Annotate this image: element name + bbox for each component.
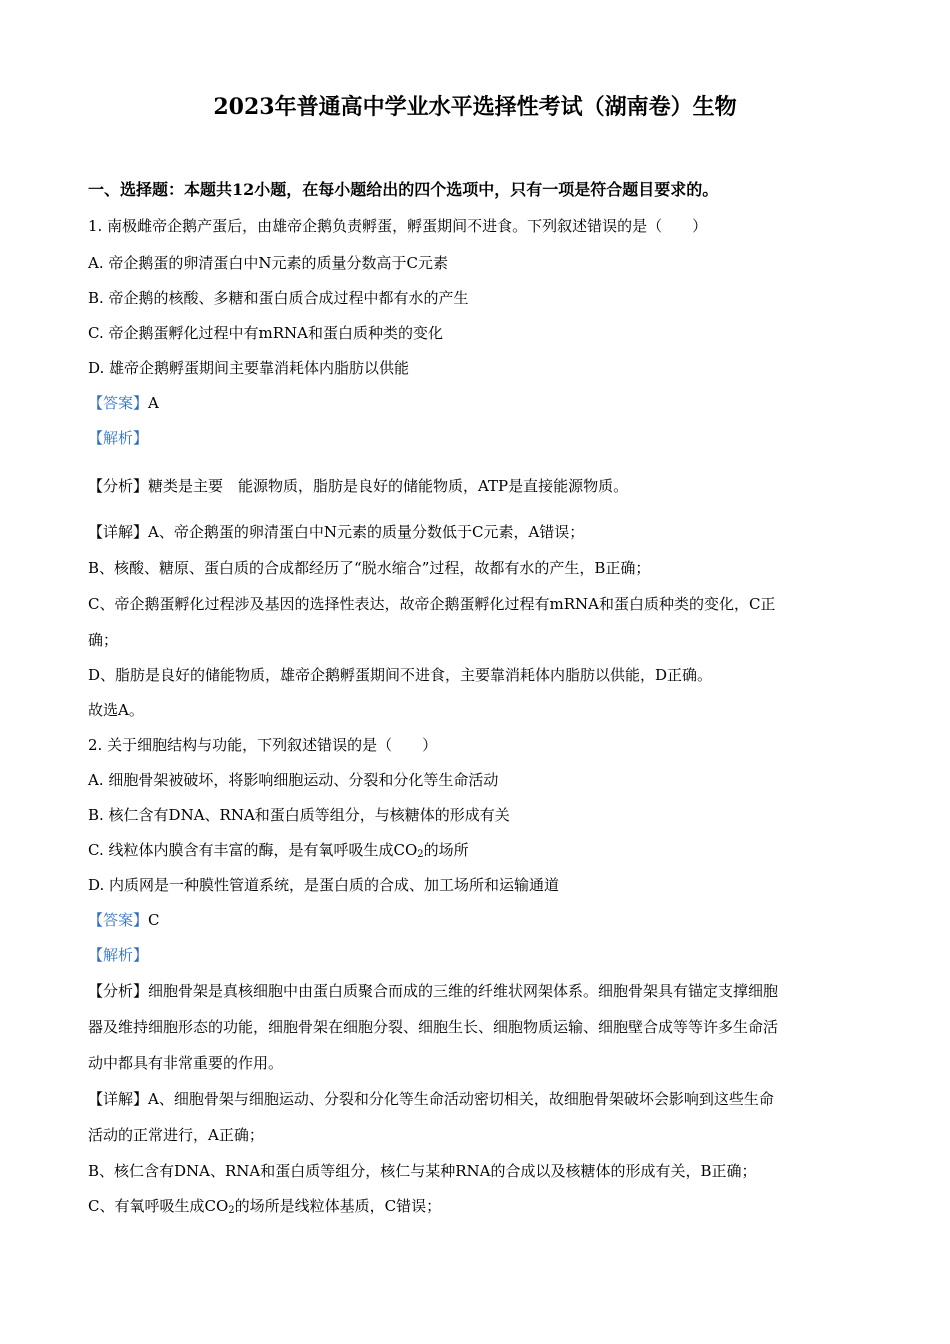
q2-answer [88, 910, 160, 930]
q1-detail-a-text: A、帝企鹅蛋的卵清蛋白中N元素的质量分数低于C元素，A错误； [148, 523, 585, 541]
q1-detail-c-line2: 确； [88, 631, 119, 649]
q1-fenxi [88, 476, 628, 496]
q1-detail-c-line1: C、帝企鹅蛋孵化过程涉及基因的选择性表达，故帝企鹅蛋孵化过程有mRNA和蛋白质种类的变化，C正 [88, 595, 776, 613]
answer-tag: 【答案】 [88, 394, 149, 412]
q2-detail-c [88, 1196, 441, 1216]
q1-answer-value: A [148, 394, 159, 412]
detail-tag: 【详解】 [88, 1090, 149, 1108]
q2-option-c [88, 840, 469, 860]
q2-stem: 2. 关于细胞结构与功能，下列叙述错误的是（ ） [88, 736, 438, 754]
q1-stem: 1. 南极雌帝企鹅产蛋后，由雄帝企鹅负责孵蛋，孵蛋期间不进食。下列叙述错误的是（ ） [88, 217, 708, 235]
q2-option-b: B. 核仁含有DNA、RNA和蛋白质等组分，与核糖体的形成有关 [88, 806, 510, 824]
q1-detail-a [88, 522, 584, 542]
q2-detail-b: B、核仁含有DNA、RNA和蛋白质等组分，核仁与某种RNA的合成以及核糖体的形成有关，B正确； [88, 1162, 757, 1180]
subscript: 2 [228, 1205, 235, 1216]
fenxi-tag: 【分析】 [88, 477, 149, 495]
q1-detail-d: D、脂肪是良好的储能物质，雄帝企鹅孵蛋期间不进食，主要靠消耗体内脂肪以供能，D正确。 [88, 666, 713, 684]
page-title: 2023年普通高中学业水平选择性考试（湖南卷）生物 [213, 94, 737, 120]
subscript: 2 [417, 849, 424, 860]
q1-conclusion: 故选A。 [88, 701, 144, 719]
q1-fenxi-text: 糖类是主要 能源物质，脂肪是良好的储能物质，ATP是直接能源物质。 [148, 477, 629, 495]
q2-detail-c-text: C、有氧呼吸生成CO [88, 1197, 229, 1215]
fenxi-tag: 【分析】 [88, 982, 149, 1000]
q2-fenxi-line3: 动中都具有非常重要的作用。 [88, 1054, 284, 1072]
section-heading: 一、选择题：本题共12小题，在每小题给出的四个选项中，只有一项是符合题目要求的。 [88, 180, 719, 199]
q2-detail-a-line1 [88, 1089, 774, 1109]
q1-option-b: B. 帝企鹅的核酸、多糖和蛋白质合成过程中都有水的产生 [88, 289, 469, 307]
q1-option-c: C. 帝企鹅蛋孵化过程中有mRNA和蛋白质种类的变化 [88, 324, 443, 342]
analysis-tag: 【解析】 [88, 429, 149, 447]
q2-answer-value: C [148, 911, 160, 929]
q1-analysis-heading [88, 428, 148, 448]
q2-fenxi-text-1: 细胞骨架是真核细胞中由蛋白质聚合而成的三维的纤维状网架体系。细胞骨架具有锚定支撑细胞 [148, 982, 779, 1000]
q2-option-c-text: C. 线粒体内膜含有丰富的酶，是有氧呼吸生成CO [88, 841, 418, 859]
q1-option-a: A. 帝企鹅蛋的卵清蛋白中N元素的质量分数高于C元素 [88, 254, 448, 272]
q2-option-c-tail: 的场所 [423, 841, 469, 859]
q2-detail-a-line2: 活动的正常进行，A正确； [88, 1126, 264, 1144]
analysis-tag: 【解析】 [88, 946, 149, 964]
q2-option-d: D. 内质网是一种膜性管道系统，是蛋白质的合成、加工场所和运输通道 [88, 876, 560, 894]
q1-detail-b: B、核酸、糖原、蛋白质的合成都经历了“脱水缩合”过程，故都有水的产生，B正确； [88, 559, 651, 577]
q1-option-d: D. 雄帝企鹅孵蛋期间主要靠消耗体内脂肪以供能 [88, 359, 410, 377]
detail-tag: 【详解】 [88, 523, 149, 541]
q2-analysis-heading [88, 945, 148, 965]
q2-detail-c-tail: 的场所是线粒体基质，C错误； [234, 1197, 442, 1215]
q2-option-a: A. 细胞骨架被破坏，将影响细胞运动、分裂和分化等生命活动 [88, 771, 499, 789]
answer-tag: 【答案】 [88, 911, 149, 929]
q2-fenxi-line1 [88, 981, 778, 1001]
q2-detail-a-text: A、细胞骨架与细胞运动、分裂和分化等生命活动密切相关，故细胞骨架破坏会影响到这些生命 [148, 1090, 774, 1108]
q2-fenxi-line2: 器及维持细胞形态的功能，细胞骨架在细胞分裂、细胞生长、细胞物质运输、细胞壁合成等等许多生命活 [88, 1018, 779, 1036]
q1-answer [88, 393, 159, 413]
